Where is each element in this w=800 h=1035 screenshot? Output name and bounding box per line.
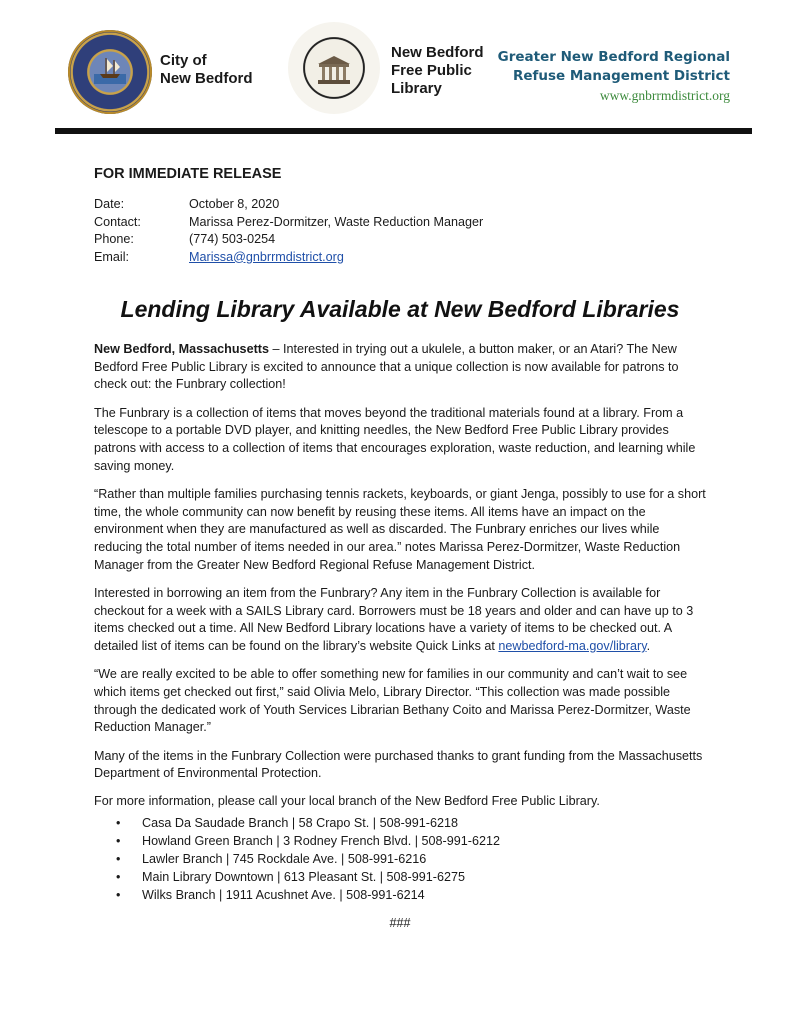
bullet-icon: • [116, 887, 121, 902]
letterhead [0, 0, 800, 130]
ship-icon [94, 54, 126, 84]
paragraph-borrowing: Interested in borrowing an item from the Funbrary? Any item in the Funbrary Collection is available for checkout for a week with a SAILS Library card. Borrowers must be 18 years and older and can have up to 3 items checked out a time. All New Bedford Library locations have a variety of items to be checked out. A detailed list of items can be found on the library’s website Quick Links at newbedford-ma.gov/library. [94, 585, 694, 654]
bullet-icon: • [116, 816, 121, 831]
library-name: New Bedford Free Public Library [391, 44, 484, 97]
header-divider [55, 128, 752, 134]
branch-list [94, 815, 710, 905]
city-name: City of New Bedford [160, 52, 253, 87]
paragraph-funding: Many of the items in the Funbrary Collection were purchased thanks to grant funding from the Massachusetts Department of Environmental Protection. [94, 748, 703, 781]
meta-row-email: Email: Marissa@gnbrrmdistrict.org [94, 249, 483, 267]
meta-row-phone: Phone: (774) 503-0254 [94, 232, 276, 246]
bullet-icon: • [116, 869, 121, 884]
list-item: • Main Library Downtown | 613 Pleasant St. | 508-991-6275 [94, 869, 710, 887]
release-meta [94, 196, 483, 266]
meta-row-contact: Contact: Marissa Perez-Dormitzer, Waste Reduction Manager [94, 214, 484, 229]
district-name: Greater New Bedford Regional Refuse Management District www.gnbrrmdistrict.org [497, 49, 730, 103]
city-seal-logo [68, 30, 152, 114]
end-mark: ### [389, 916, 411, 930]
paragraph-intro: New Bedford, Massachusetts – Interested in trying out a ukulele, a button maker, or an Atari? The New Bedford Free Public Library is excited to announce that a unique collection is now available for patrons to check out: the Funbrary collection! [94, 342, 679, 392]
paragraph-more-info: For more information, please call your local branch of the New Bedford Free Public Library. [94, 794, 600, 809]
paragraph-quote-director: “We are really excited to be able to offer something new for families in our community and can’t wait to see which items get checked out first,” said Olivia Melo, Library Director. “This collection was made possible through the dedicated work of Youth Services Librarian Bethany Coito and Marissa Perez-Dormitzer, Waste Reduction Manager.” [94, 667, 691, 735]
bullet-icon: • [116, 851, 121, 866]
library-website-link[interactable]: newbedford-ma.gov/library [498, 639, 647, 654]
library-building-icon [316, 54, 352, 84]
district-url: www.gnbrrmdistrict.org [599, 88, 730, 103]
article-title: Lending Library Available at New Bedford Libraries [120, 296, 680, 322]
list-item: • Casa Da Saudade Branch | 58 Crapo St. | 508-991-6218 [94, 815, 710, 833]
list-item: • Wilks Branch | 1911 Acushnet Ave. | 508-991-6214 [94, 887, 710, 905]
release-heading: FOR IMMEDIATE RELEASE [94, 166, 282, 182]
paragraph-funbrary: The Funbrary is a collection of items that moves beyond the traditional materials found at a library. From a telescope to a portable DVD player, and knitting needles, the New Bedford Free Public Library provides patrons with access to a collection of items that encourages exploration, waste reduction, and learning while saving money. [94, 405, 696, 473]
article-body [94, 341, 710, 905]
list-item: • Lawler Branch | 745 Rockdale Ave. | 508-991-6216 [94, 851, 710, 869]
library-seal-logo [288, 22, 380, 114]
email-link[interactable]: Marissa@gnbrrmdistrict.org [189, 249, 344, 264]
list-item: • Howland Green Branch | 3 Rodney French Blvd. | 508-991-6212 [94, 833, 710, 851]
bullet-icon: • [116, 834, 121, 849]
meta-row-date: Date: October 8, 2020 [94, 197, 280, 211]
paragraph-quote-manager: “Rather than multiple families purchasing tennis rackets, keyboards, or giant Jenga, possibly to use for a short time, the whole community can now benefit by reusing these items. All items have an impact on the environment when they are manufactured as well as discarded. The Funbrary enriches our lives while reducing the total number of items needed in our area.” notes Marissa Perez-Dormitzer, Waste Reduction Manager from the Greater New Bedford Regional Refuse Management District. [94, 486, 706, 572]
